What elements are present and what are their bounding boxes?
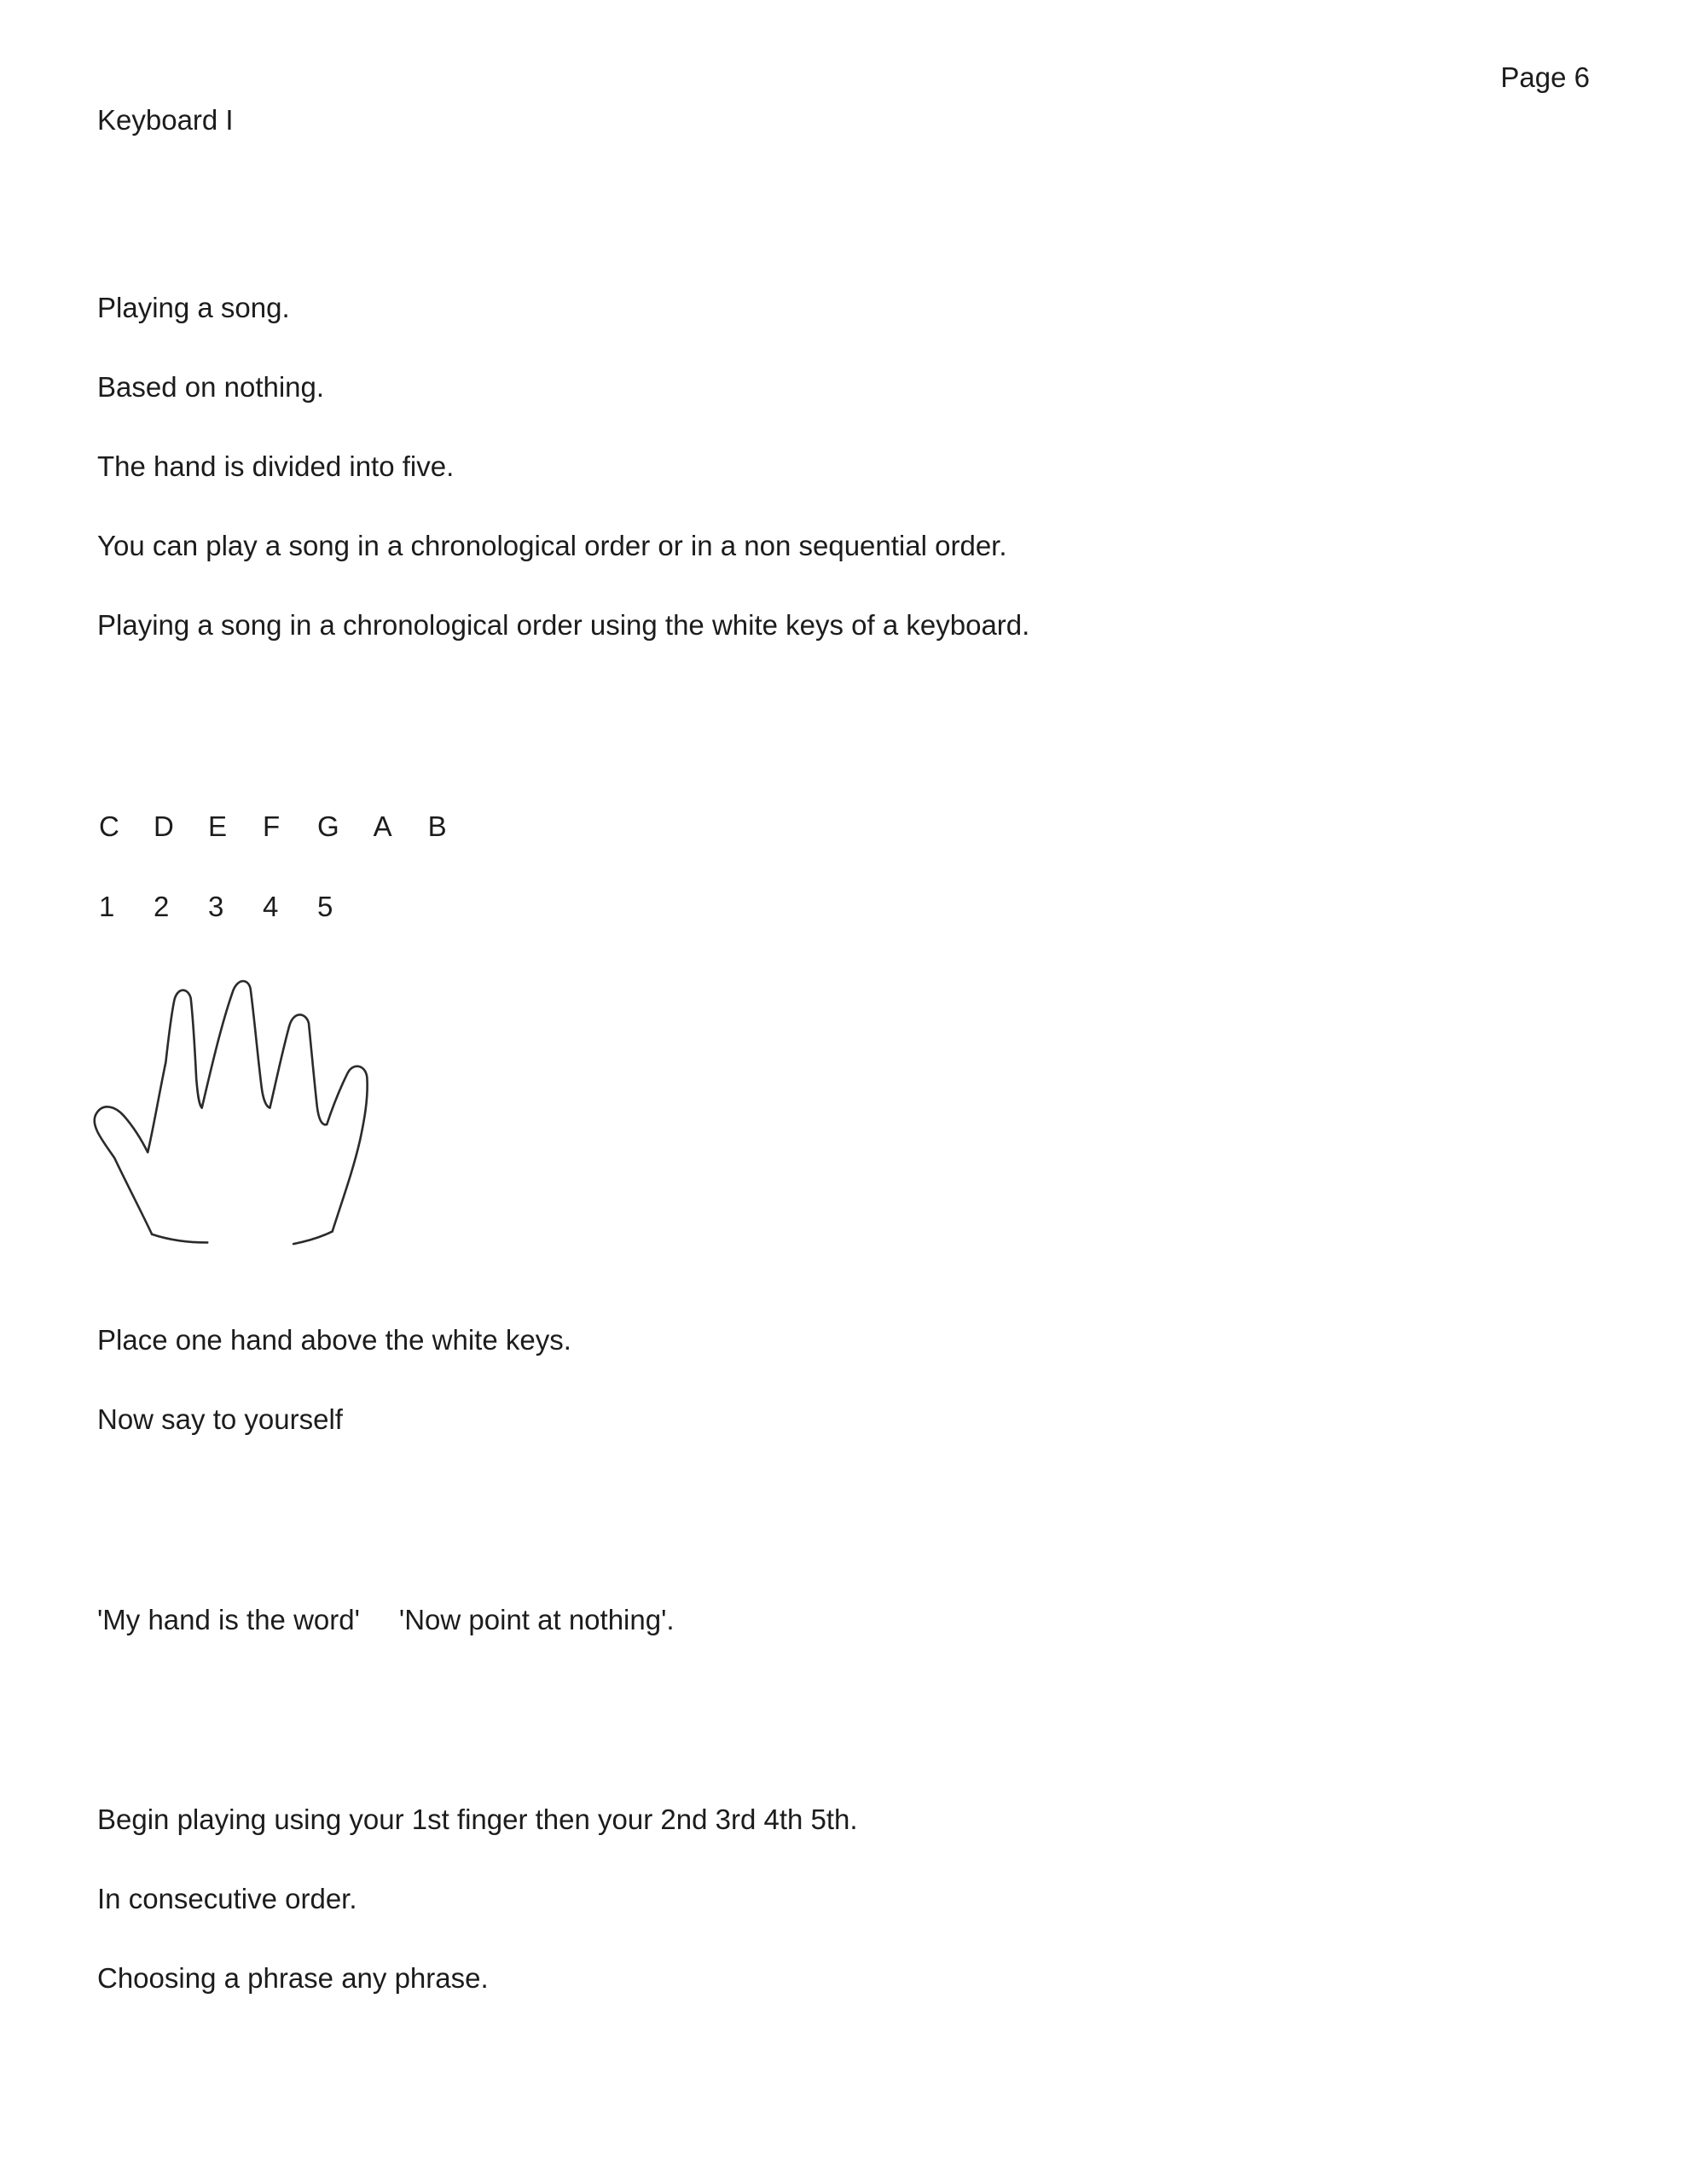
finger-number: 3 — [208, 891, 224, 922]
closing-paragraphs — [97, 1805, 858, 2043]
quote-second: 'Now point at nothing'. — [398, 1604, 675, 1635]
closing-line: In consecutive order. — [97, 1883, 357, 1914]
quote-row — [97, 1606, 675, 1634]
intro-line: The hand is divided into five. — [97, 450, 455, 482]
note-letters-row — [99, 812, 449, 840]
note-letter: G — [317, 810, 339, 842]
note-letter: F — [263, 810, 281, 842]
quote-first: 'My hand is the word' — [97, 1604, 360, 1635]
mid-line: Place one hand above the white keys. — [97, 1324, 571, 1356]
hand-outline-path — [95, 981, 368, 1234]
note-letter: C — [99, 810, 119, 842]
finger-number: 4 — [263, 891, 279, 922]
note-letter: A — [373, 810, 392, 842]
hand-outline-illustration — [85, 967, 391, 1246]
closing-line: Begin playing using your 1st finger then your 2nd 3rd 4th 5th. — [97, 1804, 858, 1835]
intro-paragraphs — [97, 293, 1029, 690]
finger-number: 5 — [317, 891, 333, 922]
mid-line: Now say to yourself — [97, 1403, 343, 1435]
finger-number: 2 — [154, 891, 170, 922]
note-letter: D — [154, 810, 174, 842]
closing-line: Choosing a phrase any phrase. — [97, 1962, 489, 1994]
mid-paragraphs — [97, 1326, 571, 1484]
intro-line: Playing a song. — [97, 292, 290, 323]
page-title: Keyboard I — [97, 104, 234, 136]
finger-number: 1 — [99, 891, 115, 922]
intro-line: Based on nothing. — [97, 371, 325, 403]
note-letter: B — [427, 810, 447, 842]
page-number: Page 6 — [1500, 61, 1590, 93]
intro-line: You can play a song in a chronological order or in a non sequential order. — [97, 530, 1007, 561]
hand-wrist-line-right — [293, 1231, 333, 1244]
finger-numbers-row — [99, 892, 334, 921]
note-letter: E — [208, 810, 228, 842]
hand-wrist-line-left — [152, 1234, 207, 1243]
intro-line: Playing a song in a chronological order using the white keys of a keyboard. — [97, 609, 1030, 641]
